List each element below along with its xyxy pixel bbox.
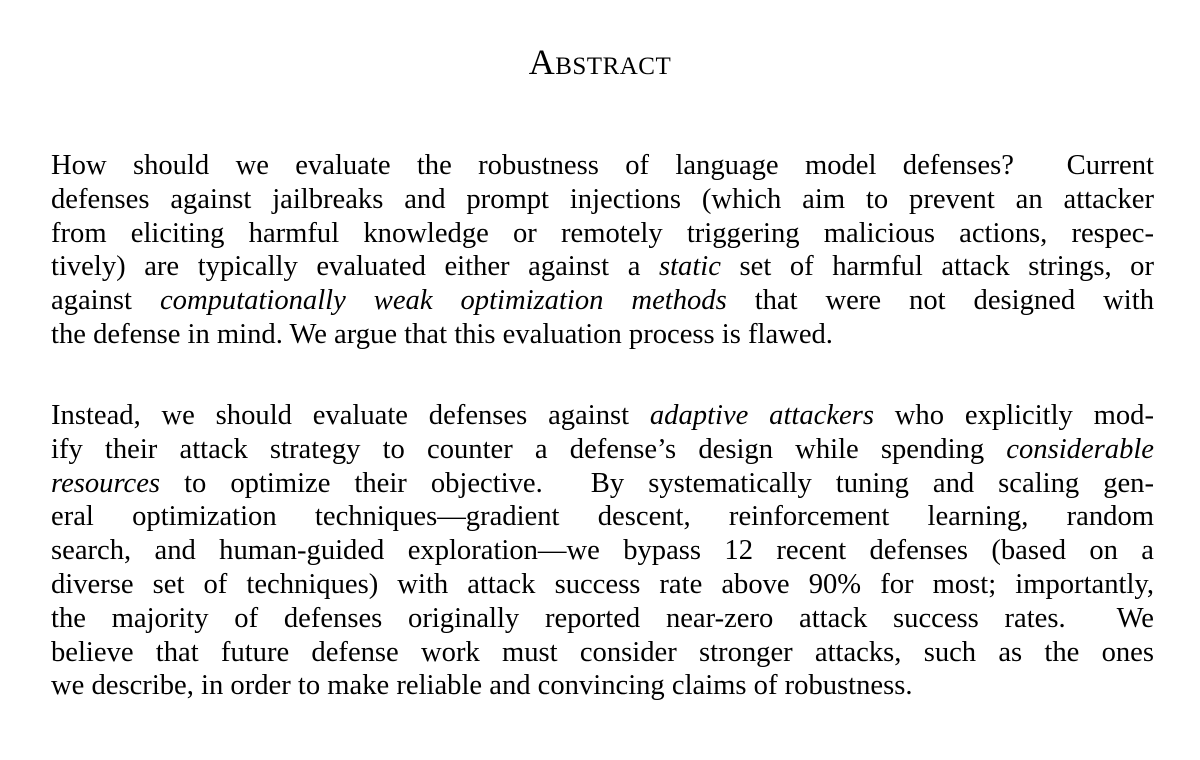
- text-segment: the defense in mind. We argue that this evaluation process is flawed.: [51, 318, 833, 350]
- text-segment: from eliciting harmful knowledge or remotely triggering malicious actions, respec-: [51, 217, 1154, 249]
- text-line: [51, 568, 1154, 602]
- text-segment: defenses against jailbreaks and prompt injections (which aim to prevent an attacker: [51, 183, 1154, 215]
- text-line: [51, 217, 1154, 251]
- text-line: [51, 467, 1154, 501]
- abstract-paragraph-2: [51, 399, 1154, 703]
- text-line: [51, 500, 1154, 534]
- text-line: [51, 433, 1154, 467]
- text-line: [51, 602, 1154, 636]
- text-line: [51, 149, 1154, 183]
- text-line: [51, 284, 1154, 318]
- emphasis-text: considerable: [1006, 433, 1154, 465]
- text-segment: that were not designed with: [726, 285, 1154, 317]
- emphasis-text: computationally weak optimization methods: [159, 285, 727, 317]
- abstract-paragraph-1: [51, 149, 1154, 352]
- text-line: [51, 669, 1154, 703]
- text-segment: believe that future defense work must consider stronger attacks, such as the ones: [51, 636, 1154, 668]
- text-line: [51, 399, 1154, 433]
- text-segment: ify their attack strategy to counter a defense’s design while spending: [51, 433, 1007, 465]
- text-line: [51, 636, 1154, 670]
- text-segment: tively) are typically evaluated either against a: [51, 251, 659, 283]
- text-segment: to optimize their objective. By systematically tuning and scaling gen-: [160, 467, 1154, 499]
- text-segment: search, and human-guided exploration—we bypass 12 recent defenses (based on a: [51, 535, 1154, 567]
- text-segment: who explicitly mod-: [873, 400, 1154, 431]
- text-line: [51, 250, 1154, 284]
- text-segment: diverse set of techniques) with attack success rate above 90% for most; importantly,: [51, 568, 1154, 600]
- text-segment: against: [51, 285, 160, 317]
- text-line: [51, 318, 1154, 352]
- emphasis-text: static: [658, 251, 721, 283]
- emphasis-text: adaptive attackers: [649, 400, 874, 431]
- text-segment: eral optimization techniques—gradient descent, reinforcement learning, random: [51, 501, 1154, 533]
- text-segment: How should we evaluate the robustness of language model defenses? Current: [51, 150, 1154, 181]
- text-segment: Instead, we should evaluate defenses against: [51, 400, 650, 431]
- text-line: [51, 534, 1154, 568]
- text-line: [51, 183, 1154, 217]
- text-segment: set of harmful attack strings, or: [720, 251, 1154, 283]
- text-segment: the majority of defenses originally reported near-zero attack success rates. We: [51, 602, 1154, 634]
- text-segment: we describe, in order to make reliable and convincing claims of robustness.: [51, 670, 913, 702]
- abstract-heading: Abstract: [528, 42, 672, 82]
- emphasis-text: resources: [51, 467, 161, 499]
